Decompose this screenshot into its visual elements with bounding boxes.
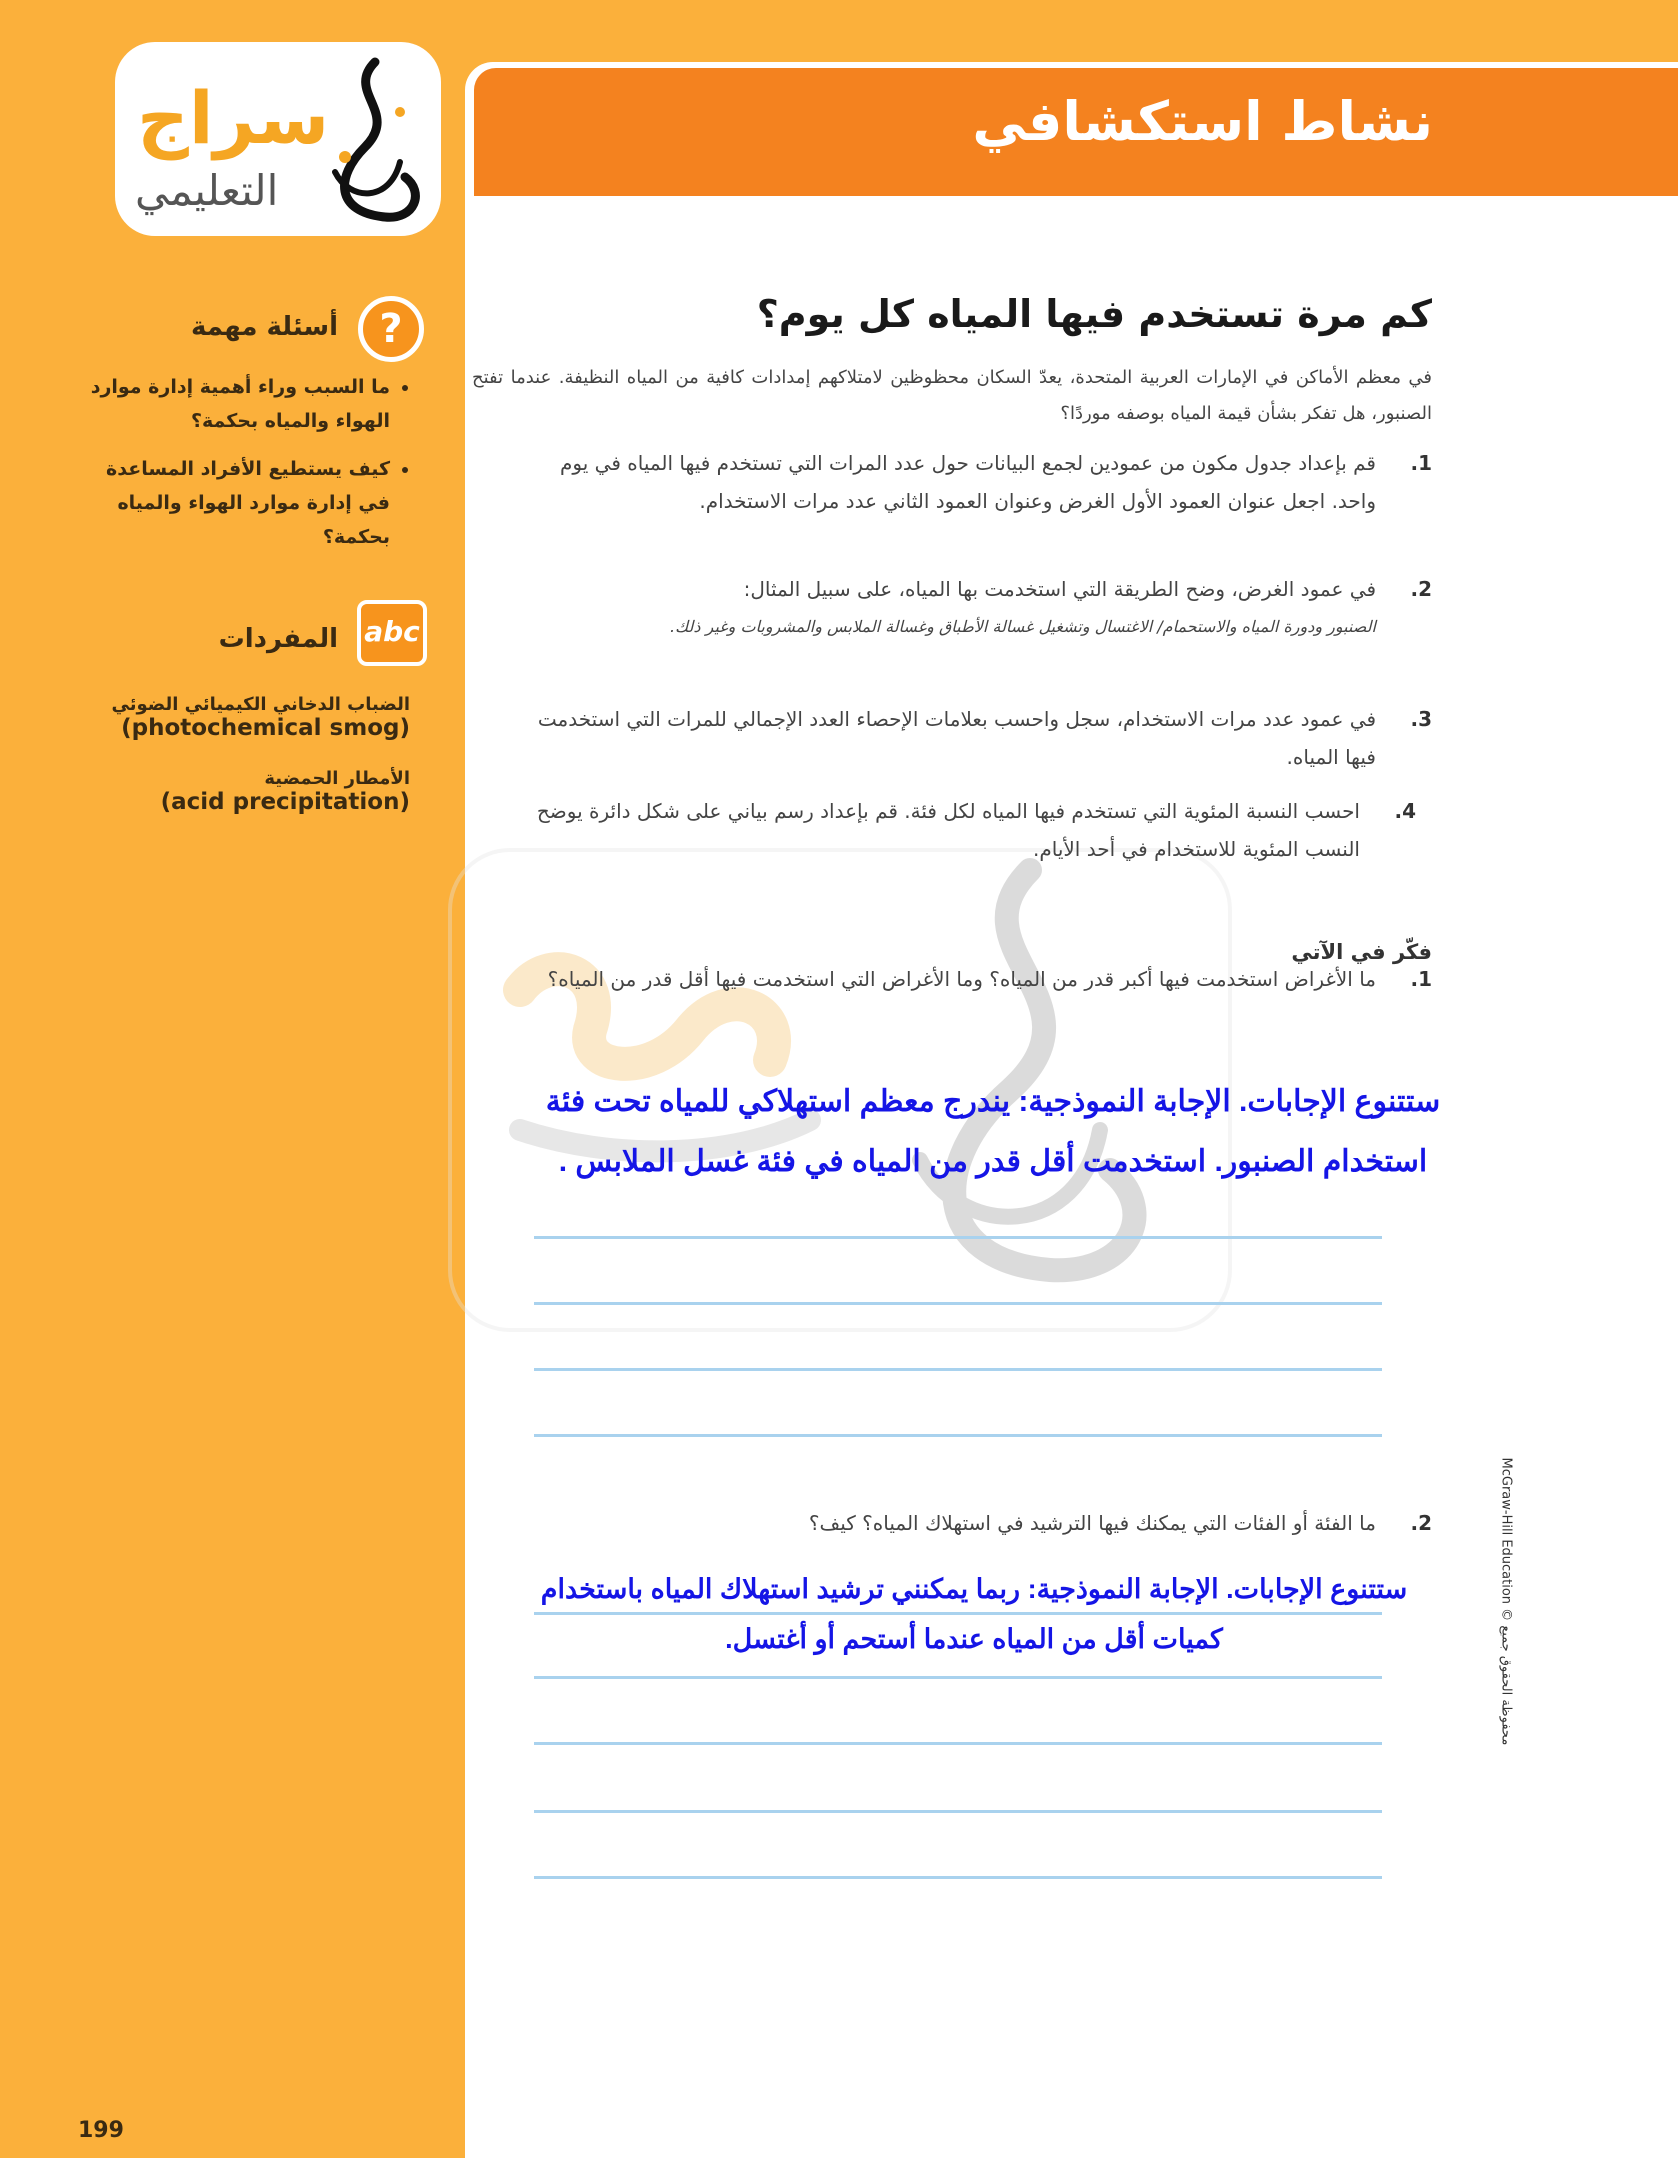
copyright-notice (1496, 1457, 1516, 1880)
step-text: قم بإعداد جدول مكون من عمودين لجمع البيانات حول عدد المرات التي تستخدم فيها المياه في يوم واحد. اجعل عنوان العمود الأول الغرض وعنوان العمود الثاني عدد مرات الاستخدام. (560, 451, 1376, 513)
vocabulary-heading: المفردات (218, 624, 338, 654)
step-number: 4. (1394, 799, 1416, 823)
step-text: احسب النسبة المئوية التي تستخدم فيها المياه لكل فئة. قم بإعداد رسم بياني على شكل دائرة يوضح النسب المئوية للاستخدام في أحد الأيام. (536, 799, 1360, 861)
question-text: ما الأغراض استخدمت فيها أكبر قدر من المياه؟ وما الأغراض التي استخدمت فيها أقل قدر من المياه؟ (547, 967, 1376, 991)
essential-questions-heading: أسئلة مهمة (191, 312, 338, 342)
writing-line (534, 1742, 1382, 1745)
vocab-term (100, 694, 410, 741)
intro-paragraph: في معظم الأماكن في الإمارات العربية المتحدة، يعدّ السكان محظوظين لامتلاكهم إمدادات كافية من المياه النظيفة. عندما تفتح الصنبور، هل تفكر بشأن قيمة المياه بوصفه موردًا؟ (472, 367, 1432, 424)
abc-icon: abc (357, 600, 427, 666)
writing-line (534, 1302, 1382, 1305)
copyright-text: McGraw-Hill Education © محفوظة الحقوق جميع (1498, 1457, 1514, 1746)
writing-line (534, 1612, 1382, 1615)
calligraphy-mark-icon (305, 52, 435, 232)
question-text: ما الفئة أو الفئات التي يمكنك فيها الترشيد في استهلاك المياه؟ كيف؟ (808, 1511, 1376, 1535)
vocab-term (100, 768, 410, 815)
writing-line (534, 1676, 1382, 1679)
step-item (512, 700, 1432, 776)
vocab-term-arabic: الأمطار الحمضية (264, 768, 410, 789)
step-number: 3. (1410, 707, 1432, 731)
answer-text: ستتنوع الإجابات. الإجابة النموذجية: يندرج معظم استهلاكي للمياه تحت فئة استخدام الصنبور. استخدمت أقل قدر من المياه في فئة غسل الملابس . (545, 1085, 1441, 1178)
essential-questions-list (90, 370, 414, 568)
step-item (512, 570, 1432, 646)
activity-title: كم مرة تستخدم فيها المياه كل يوم؟ (756, 292, 1432, 336)
step-item (512, 444, 1432, 520)
question-number: 1. (1410, 967, 1432, 991)
think-heading: فكّر في الآتي (1291, 940, 1432, 964)
step-subtext: الصنبور ودورة المياه والاستحمام/ الاغتسال وتشغيل غسالة الأطباق وغسالة الملابس والمشروبات وغير ذلك. (669, 617, 1376, 636)
vocab-term-arabic: الضباب الدخاني الكيميائي الضوئي (111, 694, 410, 715)
logo-word: سراج (137, 76, 330, 160)
list-item: • كيف يستطيع الأفراد المساعدة في إدارة موارد الهواء والمياه بحكمة؟ (90, 452, 390, 554)
step-text: في عمود عدد مرات الاستخدام، سجل واحسب بعلامات الإحصاء العدد الإجمالي للمرات التي استخدمت فيها المياه. (537, 707, 1376, 769)
logo-subtitle: التعليمي (135, 166, 279, 215)
question-mark-icon: ? (358, 296, 424, 362)
question-number: 2. (1410, 1511, 1432, 1535)
writing-line (534, 1876, 1382, 1879)
banner-title: نشاط استكشافي (972, 90, 1433, 153)
question-item (532, 960, 1432, 998)
page-number: 199 (78, 2118, 124, 2143)
brand-logo (115, 42, 441, 236)
question-item (532, 1504, 1432, 1542)
answer-text: ستتنوع الإجابات. الإجابة النموذجية: ربما يمكنني ترشيد استهلاك المياه باستخدام كميات أقل من المياه عندما أستحم أو أغتسل. (540, 1574, 1408, 1654)
writing-line (534, 1434, 1382, 1437)
step-number: 1. (1410, 451, 1432, 475)
step-text: في عمود الغرض، وضح الطريقة التي استخدمت بها المياه، على سبيل المثال: (743, 577, 1376, 601)
activity-banner (474, 68, 1678, 196)
vocab-term-english: (acid precipitation) (160, 789, 410, 815)
writing-line (534, 1236, 1382, 1239)
step-number: 2. (1410, 577, 1432, 601)
writing-line (534, 1810, 1382, 1813)
writing-line (534, 1368, 1382, 1371)
vocab-term-english: (photochemical smog) (121, 715, 410, 741)
step-item (496, 792, 1416, 868)
list-item: • ما السبب وراء أهمية إدارة موارد الهواء والمياه بحكمة؟ (90, 370, 390, 438)
